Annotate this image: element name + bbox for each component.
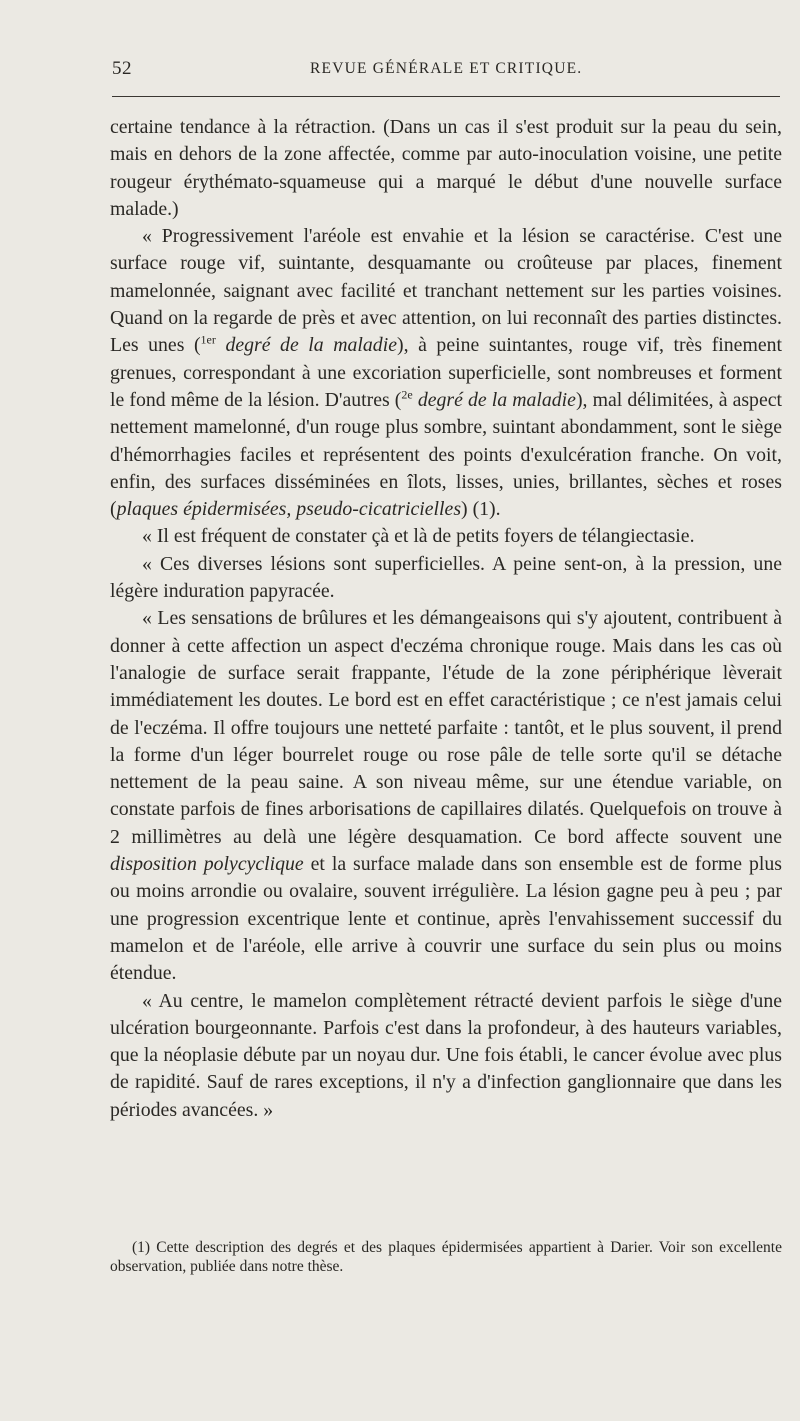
footnote: [110, 1238, 782, 1276]
paragraph-2-text-b: ), à peine suintantes, rouge vif, très finement grenues, correspondant à une excoriation superficielle, sont nombreuses et forment le fond même de la lésion. D'autres (: [110, 334, 782, 411]
italic-second-degree: degré de la maladie: [412, 388, 576, 411]
paragraph-3: [110, 523, 782, 550]
paragraph-1: [110, 114, 782, 223]
superscript-first: 1er: [200, 332, 216, 347]
paragraph-4: [110, 551, 782, 606]
paragraph-6: [110, 988, 782, 1124]
page-number: 52: [112, 58, 132, 79]
paragraph-2-text-a: « Progressivement l'aréole est envahie et la lésion se caractérise. C'est une surface rouge vif, suintante, desquamante ou croûteuse par places, finement mamelonnée, saignant avec facilité et tranchant nettement sur les parties voisines. Quand on la regarde de près et avec attention, on lui reconnaît des parties distinctes. Les unes (: [110, 225, 782, 357]
page-header: [112, 58, 780, 82]
paragraph-5: [110, 605, 782, 987]
paragraph-6-text: « Au centre, le mamelon complètement rétracté devient parfois le siège d'une ulcération bourgeonnante. Parfois c'est dans la profondeur, à des hauteurs variables, que la néoplasie débute par un noyau dur. Une fois établi, le cancer évolue avec plus de rapidité. Sauf de rares exceptions, il n'y a d'infection ganglionnaire que dans les périodes avancées. »: [110, 989, 782, 1121]
paragraph-2-text-c: ), mal délimitées, à aspect nettement mamelonné, d'un rouge plus sombre, suintant abondamment, sont le siège d'hémorrhagies faciles et représentent des points d'exulcération franche. On voit, enfin, des surfaces disséminées en îlots, lisses, unies, brillantes, sèches et roses (: [110, 388, 782, 521]
running-head: REVUE GÉNÉRALE ET CRITIQUE.: [310, 60, 583, 77]
paragraph-2-text-d: ) (1).: [461, 498, 501, 521]
italic-first-degree: degré de la maladie: [215, 334, 397, 357]
superscript-second: 2e: [401, 387, 413, 402]
paragraph-3-text: « Il est fréquent de constater çà et là de petits foyers de télangiectasie.: [142, 525, 695, 548]
paragraph-2: [110, 223, 782, 523]
italic-disposition: disposition polycyclique: [110, 853, 304, 876]
header-rule: [112, 96, 780, 97]
paragraph-4-text: « Ces diverses lésions sont superficielles. A peine sent-on, à la pression, une légère induration papyracée.: [110, 552, 782, 603]
paragraph-5-text-a: « Les sensations de brûlures et les démangeaisons qui s'y ajoutent, contribuent à donner à cette affection un aspect d'eczéma chronique rouge. Mais dans les cas où l'analogie de surface serait frappante, l'étude de la zone périphérique lèverait immédiatement les doutes. Le bord est en effet caractéristique ; ce n'est jamais celui de l'eczéma. Il offre toujours une netteté parfaite : tantôt, et le plus souvent, il prend la forme d'un léger bourrelet rouge ou rose pâle de telle sorte qu'il se détache nettement de la peau saine. A son niveau même, sur une étendue variable, on constate parfois de fines arborisations de capillaires dilatés. Quelquefois on trouve à 2 millimètres au delà une légère desquamation. Ce bord affecte souvent une: [110, 607, 782, 848]
body-text: [110, 114, 782, 1124]
paragraph-1-text: certaine tendance à la rétraction. (Dans un cas il s'est produit sur la peau du sein, mais en dehors de la zone affectée, comme par auto-inoculation voisine, une petite rougeur érythémato-squameuse qui a marqué le début d'une nouvelle surface malade.): [110, 116, 782, 220]
paragraph-5-text-b: et la surface malade dans son ensemble est de forme plus ou moins arrondie ou ovalaire, souvent irrégulière. La lésion gagne peu à peu ; par une progression excentrique lente et continue, après l'envahissement successif du mamelon et de l'aréole, elle arrive à couvrir une surface du sein plus ou moins étendue.: [110, 853, 782, 985]
footnote-text: (1) Cette description des degrés et des plaques épidermisées appartient à Darier. Voir son excellente observation, publiée dans notre thèse.: [110, 1239, 782, 1275]
italic-plaques: plaques épidermisées, pseudo-cicatricielles: [116, 498, 462, 521]
